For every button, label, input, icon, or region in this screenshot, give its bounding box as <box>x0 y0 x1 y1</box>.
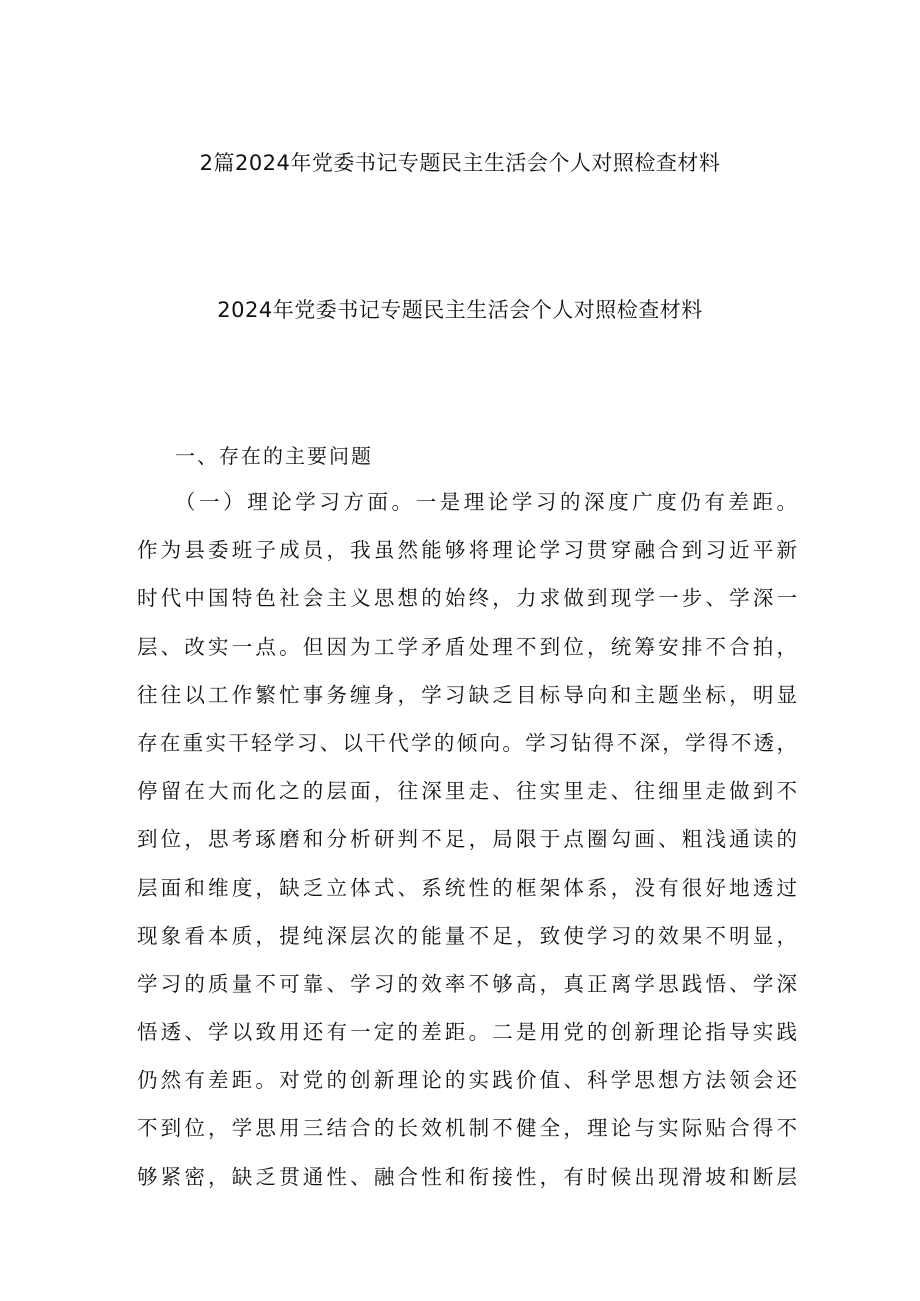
paragraph-line: 往往以工作繁忙事务缠身，学习缺乏目标导向和主题坐标，明显 <box>137 682 797 707</box>
body-paragraph <box>137 485 797 1208</box>
paragraph-line: 存在重实干轻学习、以干代学的倾向。学习钻得不深，学得不透， <box>137 730 797 755</box>
paragraph-line: 不到位，学思用三结合的长效机制不健全，理论与实际贴合得不 <box>137 1116 797 1141</box>
paragraph-line: 悟透、学以致用还有一定的差距。二是用党的创新理论指导实践 <box>137 1020 797 1045</box>
section-heading: 一、存在的主要问题 <box>175 444 373 468</box>
paragraph-line: 现象看本质，提纯深层次的能量不足，致使学习的效果不明显， <box>137 923 797 948</box>
paragraph-line: 仍然有差距。对党的创新理论的实践价值、科学思想方法领会还 <box>137 1068 797 1093</box>
paragraph-line: 层、改实一点。但因为工学矛盾处理不到位，统筹安排不合拍， <box>137 634 797 659</box>
paragraph-line: 停留在大而化之的层面，往深里走、往实里走、往细里走做到不 <box>137 779 797 804</box>
document-title: 2篇2024年党委书记专题民主生活会个人对照检查材料 <box>199 151 721 175</box>
document-subtitle: 2024年党委书记专题民主生活会个人对照检查材料 <box>217 298 703 322</box>
paragraph-line: 够紧密，缺乏贯通性、融合性和衔接性，有时候出现滑坡和断层 <box>137 1164 797 1189</box>
paragraph-line: 作为县委班子成员，我虽然能够将理论学习贯穿融合到习近平新 <box>137 538 797 563</box>
paragraph-line: 到位，思考琢磨和分析研判不足，局限于点圈勾画、粗浅通读的 <box>137 827 797 852</box>
paragraph-line: 时代中国特色社会主义思想的始终，力求做到现学一步、学深一 <box>137 586 797 611</box>
paragraph-line: 学习的质量不可靠、学习的效率不够高，真正离学思践悟、学深 <box>137 971 797 996</box>
paragraph-line: 层面和维度，缺乏立体式、系统性的框架体系，没有很好地透过 <box>137 875 797 900</box>
paragraph-line: （一）理论学习方面。一是理论学习的深度广度仍有差距。 <box>175 490 797 514</box>
